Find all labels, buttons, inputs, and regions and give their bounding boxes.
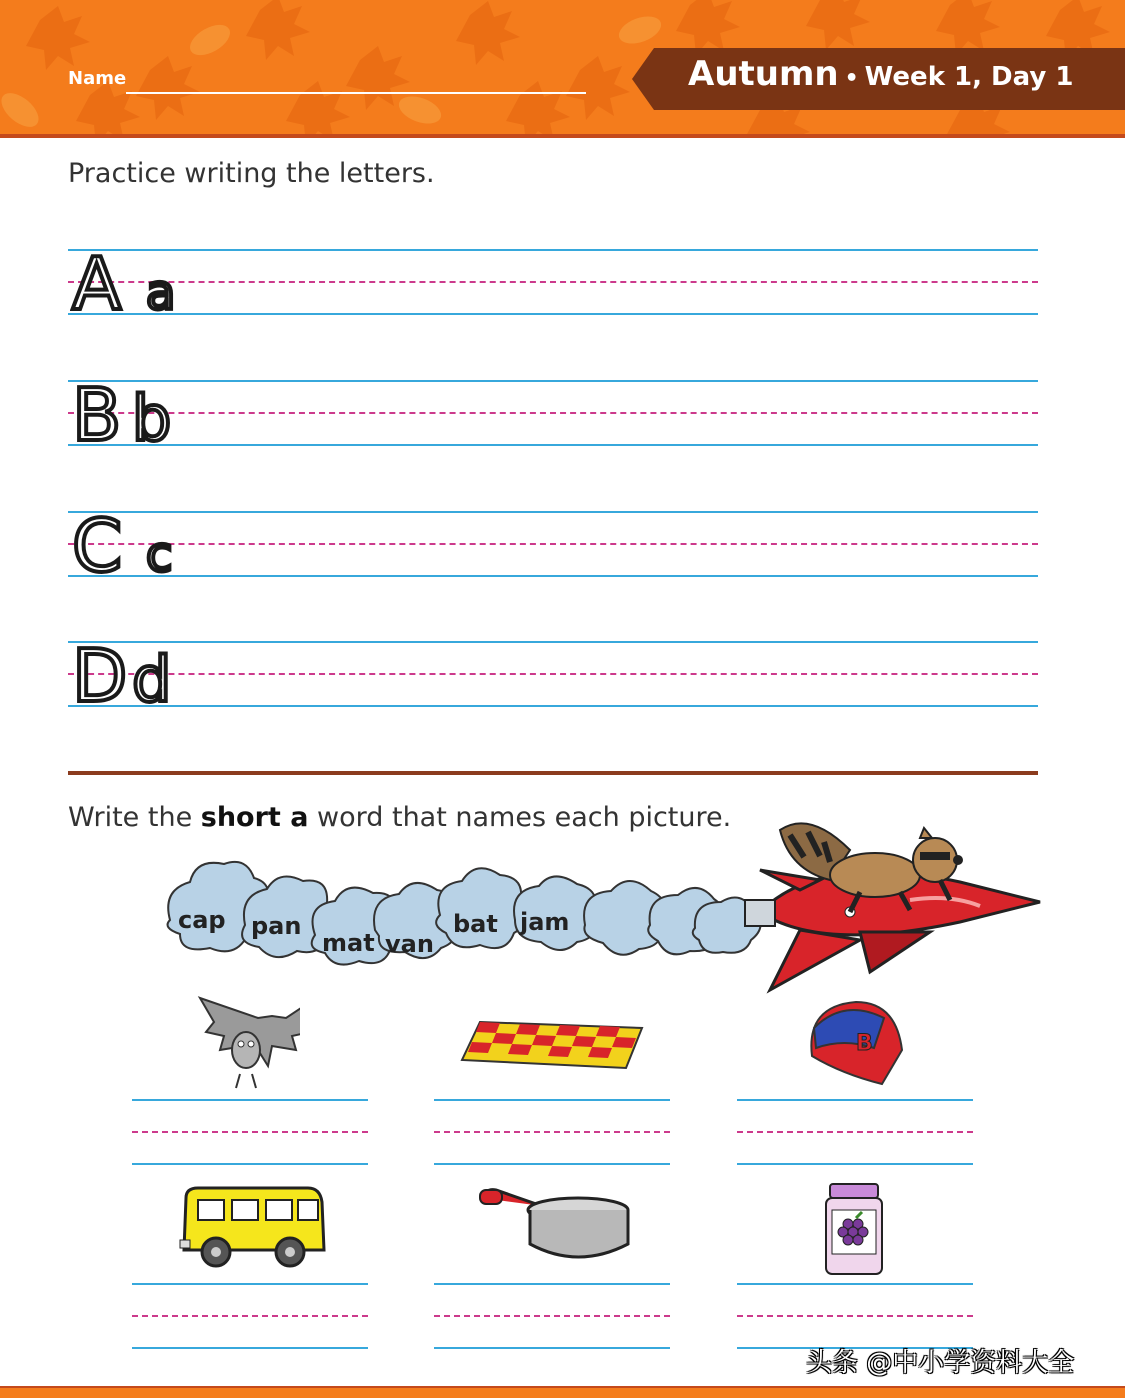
mat-icon bbox=[458, 1018, 648, 1072]
upper-letter: B bbox=[72, 378, 122, 448]
worksheet-title bbox=[688, 54, 1073, 94]
week-day-label: Week 1, Day 1 bbox=[864, 62, 1074, 92]
practice-row-c[interactable] bbox=[68, 511, 1038, 577]
answer-line[interactable] bbox=[737, 1099, 973, 1165]
word-bank-item: mat bbox=[322, 929, 375, 957]
footer-bar bbox=[0, 1386, 1125, 1398]
cap-icon bbox=[804, 998, 908, 1090]
title-separator: • bbox=[844, 66, 859, 91]
practice-row-a[interactable] bbox=[68, 249, 1038, 315]
letter-model-c bbox=[70, 509, 200, 579]
bat-icon bbox=[196, 994, 300, 1094]
lower-letter: c bbox=[146, 527, 173, 579]
word-bank-item: jam bbox=[520, 908, 570, 936]
word-bank-item: van bbox=[385, 930, 434, 958]
header-banner bbox=[0, 0, 1125, 138]
practice-row-b[interactable] bbox=[68, 380, 1038, 446]
name-input-line[interactable] bbox=[126, 92, 586, 94]
jam-icon bbox=[822, 1180, 886, 1278]
upper-letter: C bbox=[72, 509, 123, 579]
letter-model-b bbox=[70, 378, 200, 448]
instruction-emphasis: short a bbox=[200, 802, 309, 833]
lower-letter: a bbox=[146, 265, 176, 317]
lower-letter: b bbox=[132, 382, 172, 448]
upper-letter: D bbox=[72, 639, 128, 709]
answer-line[interactable] bbox=[132, 1283, 368, 1349]
svg-text:B: B bbox=[856, 1031, 873, 1056]
answer-line[interactable] bbox=[737, 1283, 973, 1349]
word-bank-item: pan bbox=[251, 912, 302, 940]
rocket-illustration bbox=[160, 820, 1050, 1000]
word-bank-item: cap bbox=[178, 906, 226, 934]
season-title: Autumn bbox=[688, 54, 839, 94]
lower-letter: d bbox=[132, 643, 172, 709]
letter-model-a bbox=[70, 247, 200, 317]
words-instruction: Write the short a word that names each picture. bbox=[68, 802, 732, 833]
answer-line[interactable] bbox=[434, 1099, 670, 1165]
pan-icon bbox=[476, 1186, 632, 1270]
watermark-text: 头条 @中小学资料大全 bbox=[806, 1348, 1075, 1378]
answer-line[interactable] bbox=[132, 1099, 368, 1165]
answer-line[interactable] bbox=[434, 1283, 670, 1349]
letter-model-d bbox=[70, 639, 200, 709]
van-icon bbox=[176, 1186, 326, 1272]
practice-instruction: Practice writing the letters. bbox=[68, 158, 435, 189]
upper-letter: A bbox=[72, 247, 122, 317]
practice-row-d[interactable] bbox=[68, 641, 1038, 707]
name-label: Name bbox=[68, 68, 127, 89]
word-bank-item: bat bbox=[453, 910, 498, 938]
section-divider bbox=[68, 771, 1038, 775]
